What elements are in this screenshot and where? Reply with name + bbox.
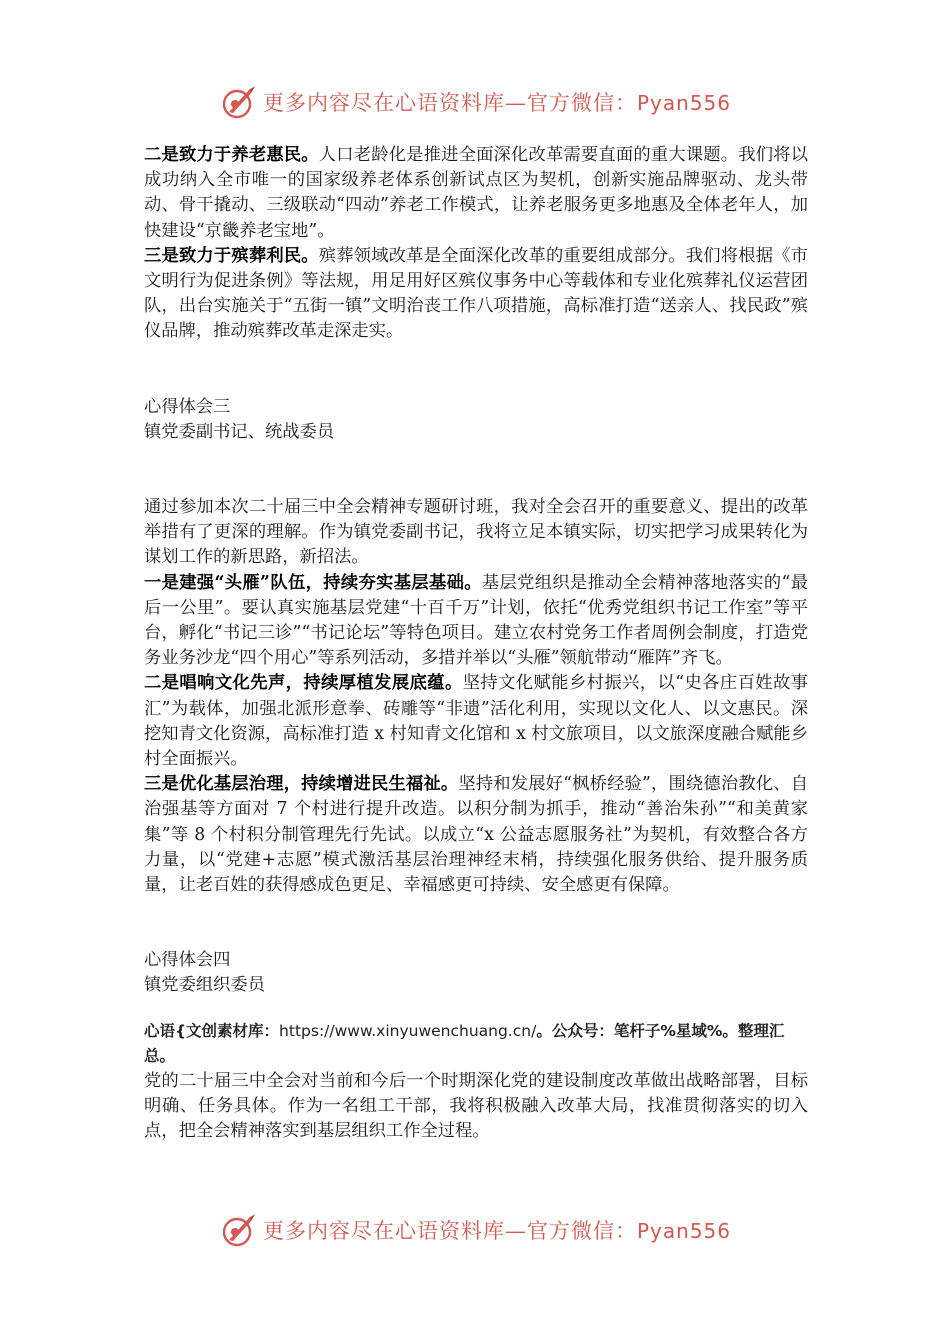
source-notice: 心语{文创素材库：https://www.xinyuwenchuang.cn/。公众号：笔杆子%星域%。整理汇总。 [144, 1021, 785, 1065]
banner-text: 更多内容尽在心语资料库—官方微信：Pyan556 [262, 1219, 731, 1243]
paragraph-lead: 三是优化基层治理，持续增进民生福祉。 [144, 774, 459, 795]
list-item [144, 671, 808, 772]
section-title: 心得体会三 [144, 396, 231, 417]
paragraph-elderly-care [144, 143, 808, 244]
header-banner [0, 80, 950, 124]
footer-banner [0, 1208, 950, 1252]
paragraph-lead: 二是致力于养老惠民。 [144, 145, 319, 165]
paragraph-body: 坚持和发展好“枫桥经验”，围绕德治教化、自治强基等方面对 7 个村进行提升改造。以积分制为抓手，推动“善治朱孙”“和美黄家集”等 8 个村积分制管理先行先试。以成立“x 公益志愿服务社”为契机，有效整合各方力量，以“党建+志愿”模式激活基层治理神经末梢，持续强化服务供给、提升服务质量，让老百姓的获得感成色更足、幸福感更可持续、安全感更有保障。 [144, 774, 808, 896]
paragraph-body: 坚持文化赋能乡村振兴，以“史各庄百姓故事汇”为载体，加强北派形意拳、砖雕等“非遗”活化利用，实现以文化人、以文惠民。深挖知青文化资源，高标准打造 x 村知青文化馆和 x 村文旅项目，以文旅深度融合赋能乡村全面振兴。 [144, 673, 808, 770]
paragraph-lead: 二是唱响文化先声，持续厚植发展底蕴。 [144, 673, 463, 694]
paragraph-body: 殡葬领域改革是全面深化改革的重要组成部分。我们将根据《市文明行为促进条例》等法规，用足用好区殡仪事务中心等载体和专业化殡葬礼仪运营团队，出台实施关于“五街一镇”文明治丧工作八项措施，高标准打造“送亲人、找民政”殡仪品牌，推动殡葬改革走深走实。 [144, 245, 808, 342]
paragraph-lead: 一是建强“头雁”队伍，持续夯实基层基础。 [144, 572, 482, 593]
paragraph-funeral-reform [144, 244, 808, 345]
paragraph-lead: 三是致力于殡葬利民。 [144, 245, 319, 266]
quill-logo-icon [219, 82, 259, 122]
list-item [144, 772, 808, 898]
quill-logo-icon [219, 1210, 259, 1250]
source-link[interactable]: https://www.xinyuwenchuang.cn/ [279, 1021, 537, 1040]
list-item [144, 571, 808, 672]
section-author-role: 镇党委副书记、统战委员 [144, 421, 335, 442]
section-intro: 党的二十届三中全会对当前和今后一个时期深化党的建设制度改革做出战略部署，目标明确、任务具体。作为一名组工干部，我将积极融入改革大局，找准贯彻落实的切入点，把全会精神落实到基层组织工作全过程。 [144, 1070, 808, 1142]
section-author-role: 镇党委组织委员 [144, 975, 265, 996]
section-title: 心得体会四 [144, 950, 231, 971]
banner-text: 更多内容尽在心语资料库—官方微信：Pyan556 [262, 91, 731, 115]
paragraph-body: 基层党组织是推动全会精神落地落实的“最后一公里”。要认真实施基层党建“十百千万”计划，依托“优秀党组织书记工作室”等平台，孵化“书记三诊”“书记论坛”等特色项目。建立农村党务工作者周例会制度，打造党务业务沙龙“四个用心”等系列活动，多措并举以“头雁”领航带动“雁阵”齐飞。 [144, 572, 808, 669]
paragraph-body: 人口老龄化是推进全面深化改革需要直面的重大课题。我们将以成功纳入全市唯一的国家级养老体系创新试点区为契机，创新实施品牌驱动、龙头带动、骨干撬动、三级联动“四动”养老工作模式，让养老服务更多地惠及全体老年人，加快建设“京畿养老宝地”。 [144, 145, 808, 241]
document-body [144, 143, 808, 1144]
section-intro: 通过参加本次二十届三中全会精神专题研讨班，我对全会召开的重要意义、提出的改革举措有了更深的理解。作为镇党委副书记，我将立足本镇实际，切实把学习成果转化为谋划工作的新思路，新招法。 [144, 497, 808, 568]
